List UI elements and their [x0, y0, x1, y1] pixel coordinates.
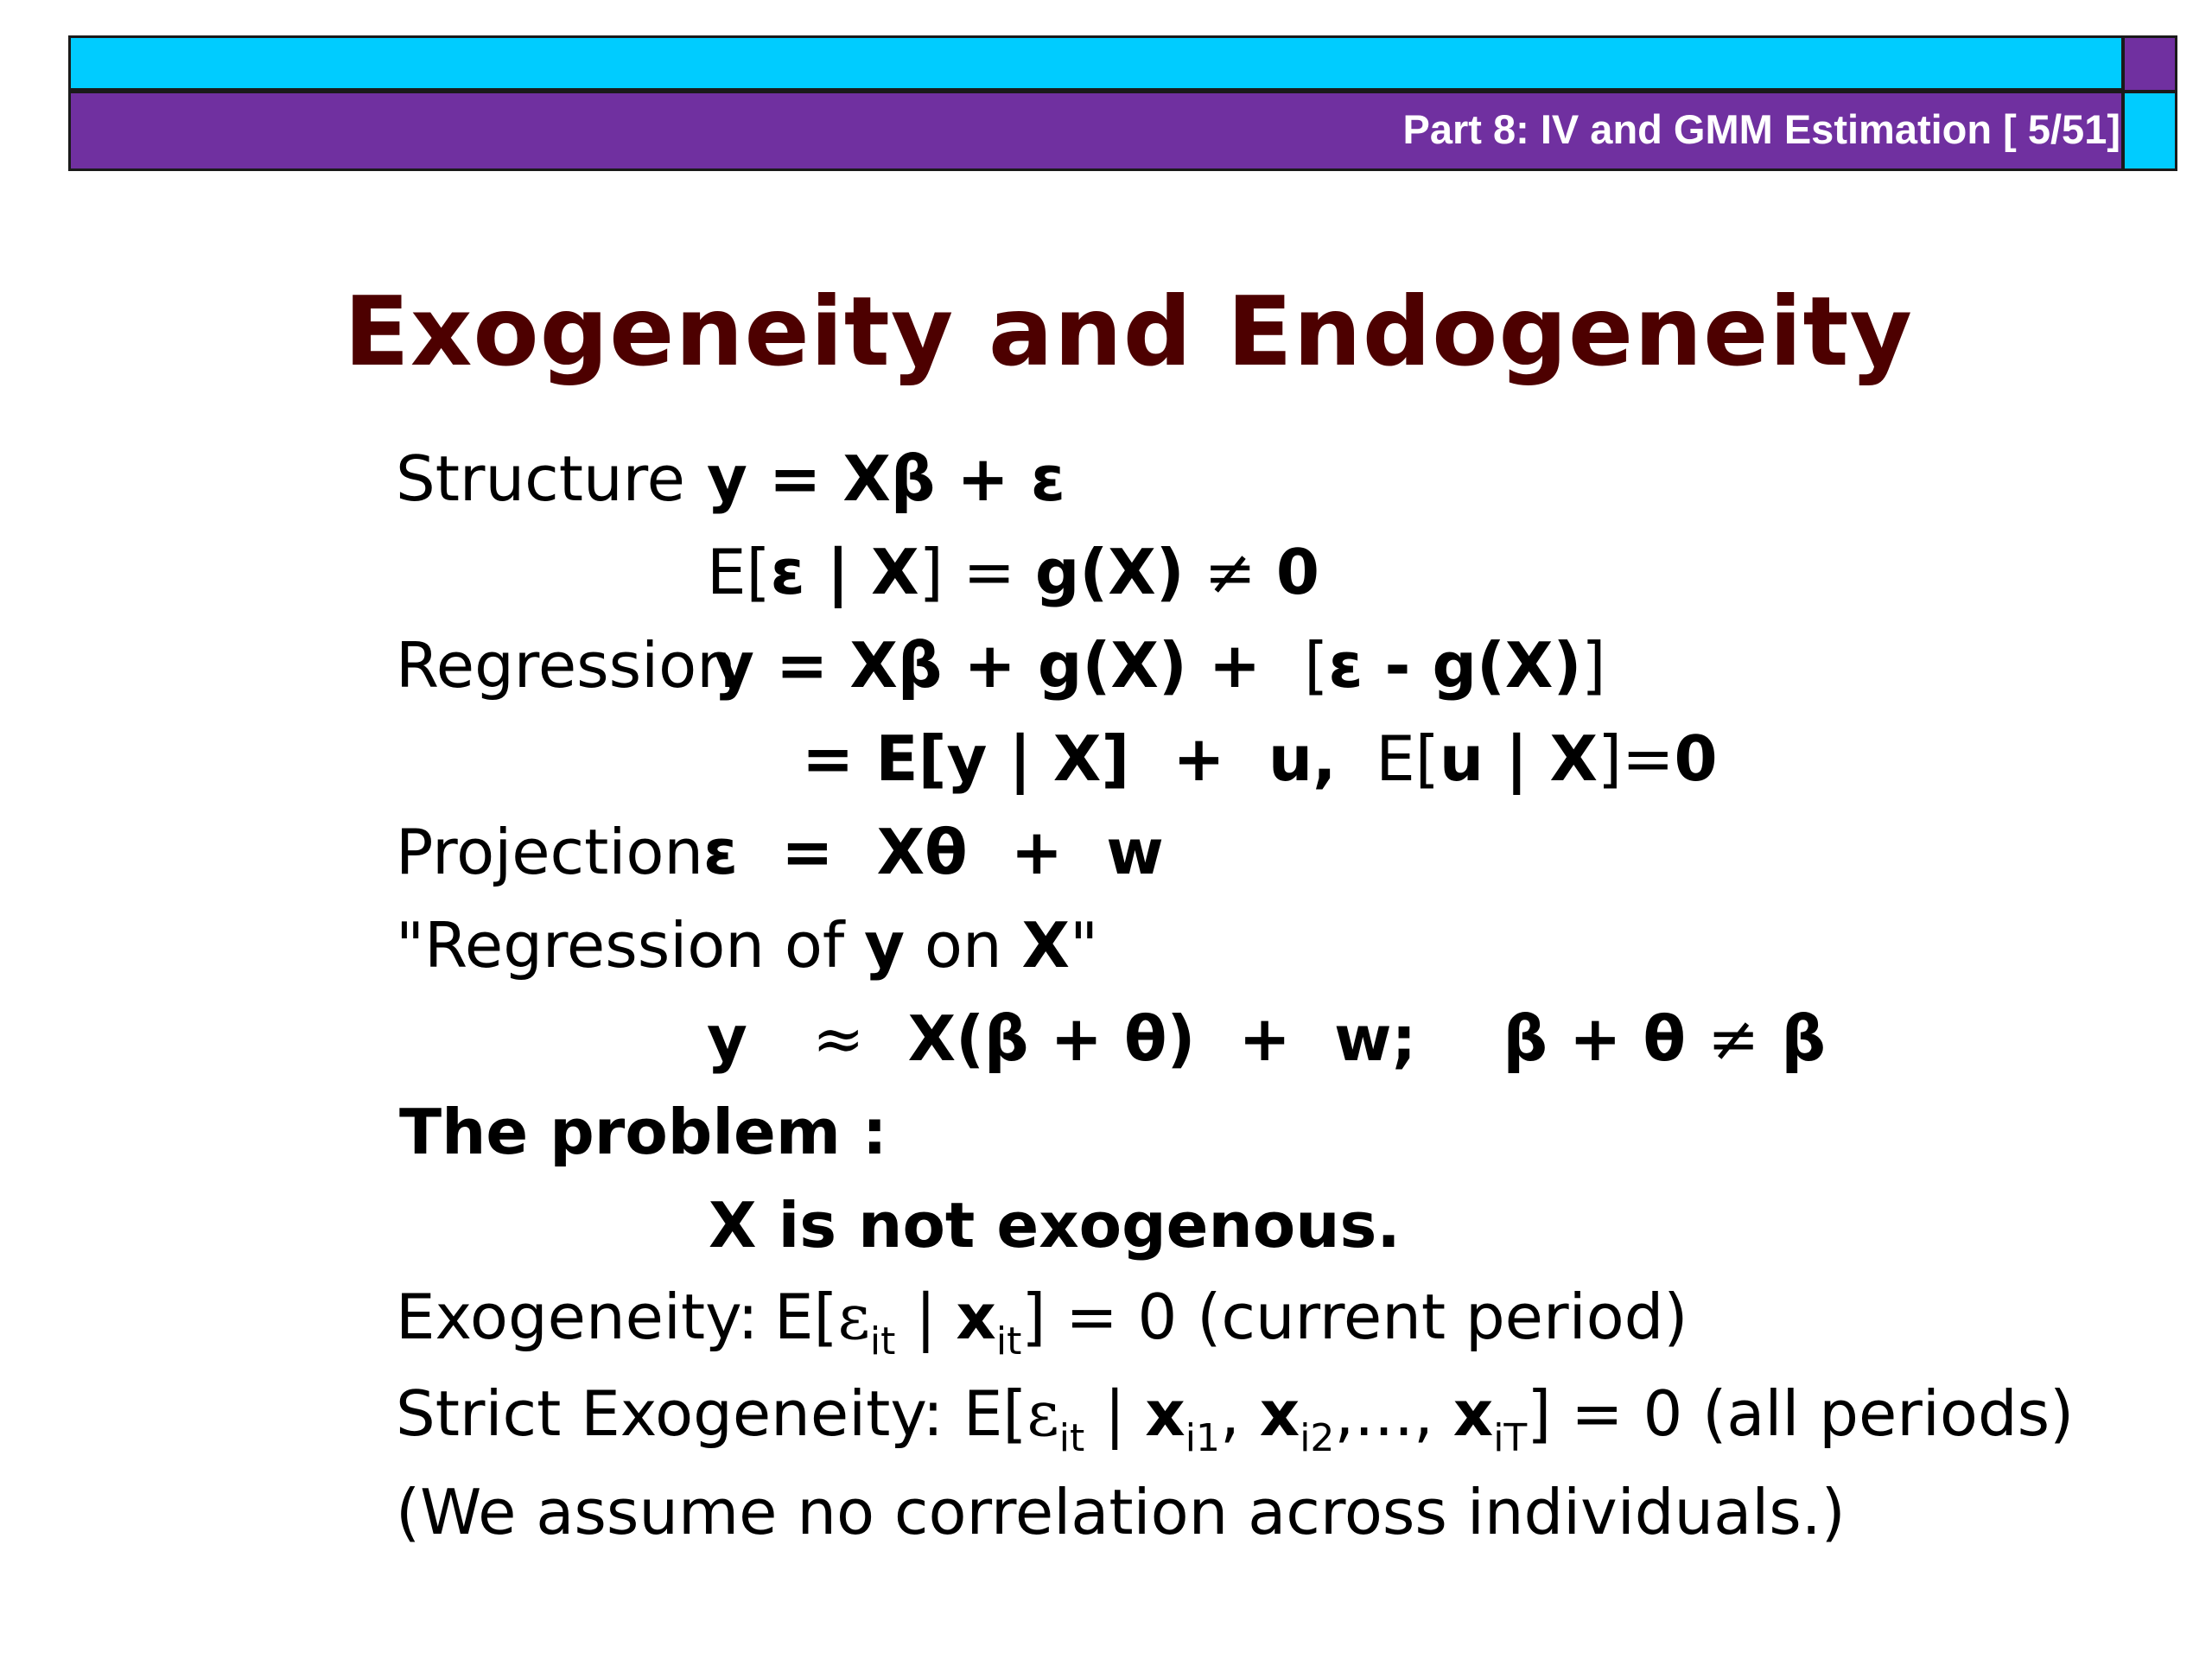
problem-statement: X is not exogenous.: [709, 1189, 1401, 1262]
strict-exogeneity-line: Strict Exogeneity: $E[\varepsilon_{it}$ | $x_{i1}$, $x_{i2}$,..., $x_{iT}] = 0$ (all periods): [396, 1377, 2075, 1460]
projection-label: Projection: [396, 816, 704, 888]
exogeneity-label: Exogeneity:: [396, 1281, 759, 1353]
header-part-label: Part 8: IV and GMM Estimation [ 5/51]: [1402, 106, 2120, 152]
regression-of-y-on-x: "Regression of y on X": [396, 909, 1099, 982]
projection-line: [396, 816, 1164, 888]
assumption-note: (We assume no correlation across individuals.): [396, 1476, 1846, 1548]
structure-equation: y = Xβ + ε: [707, 442, 1065, 515]
regression-equation: y = Xβ + g(X) + [ε - g(X)]: [714, 629, 1606, 702]
conditional-expectation-equation: = E[y | X] + u, E[u | X]=0: [802, 722, 1718, 795]
regression-line: [396, 629, 1606, 702]
strict-exogeneity-note: (all periods): [1702, 1377, 2075, 1450]
conditional-mean-equation: E[ε | X] = g(X) ≠ 0: [707, 536, 1319, 608]
strict-exogeneity-label: Strict Exogeneity:: [396, 1377, 944, 1450]
slide-title: Exogeneity and Endogeneity: [344, 276, 1913, 388]
header-cyan-bar: [68, 35, 2124, 91]
exogeneity-note: (current period): [1197, 1281, 1688, 1353]
problem-label: The problem :: [399, 1096, 887, 1168]
exogeneity-line: [396, 1281, 1688, 1363]
regression-label: Regression: [396, 629, 736, 702]
structure-label: Structure: [396, 442, 685, 515]
header-corner-cyan: [2122, 91, 2177, 171]
exogeneity-equation: $E[\varepsilon_{it}$ | $x_{it}] = 0$ (current period): [774, 1281, 1688, 1363]
approximation-equation: y ≈ X(β + θ) + w; β + θ ≠ β: [707, 1002, 1827, 1075]
header-corner-purple: [2122, 35, 2177, 92]
structure-line: [396, 442, 1065, 515]
projection-equation: ε = Xθ + w: [703, 816, 1164, 888]
